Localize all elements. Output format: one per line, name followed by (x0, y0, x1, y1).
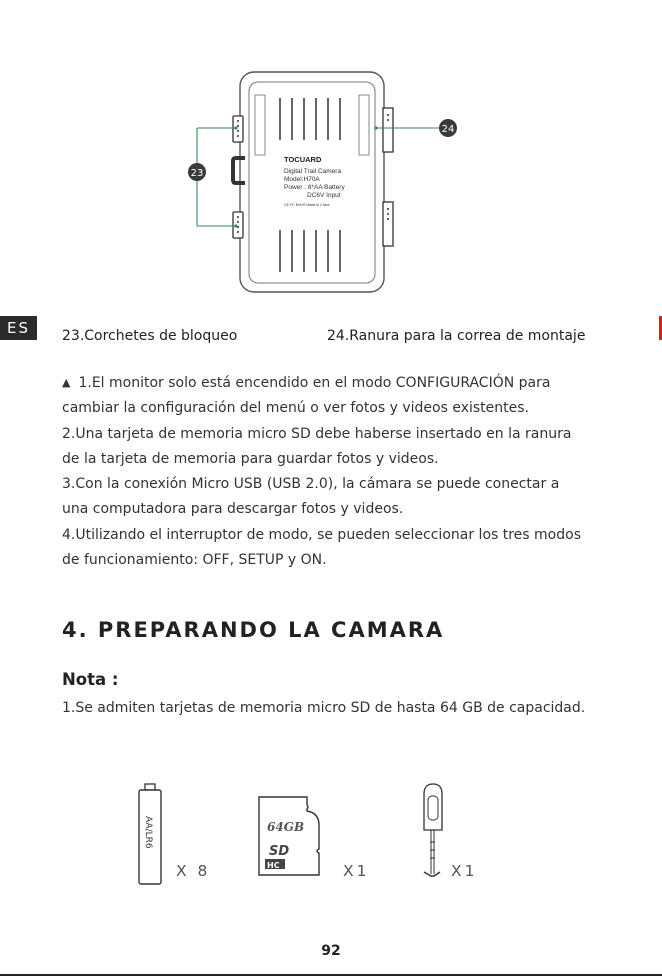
sd-card-capacity: 64GB (267, 820, 305, 834)
sd-card-sub: HC (267, 861, 280, 870)
note-line-4: de la tarjeta de memoria para guardar fotos y videos. (62, 450, 439, 467)
note-line-8: de funcionamiento: OFF, SETUP y ON. (62, 552, 327, 569)
battery-label: AA/LR6 (143, 816, 153, 849)
page-number: 92 (321, 943, 341, 959)
camera-cert-text: CE FC RoHS Made in China (284, 203, 330, 207)
note-text: 1.Se admiten tarjetas de memoria micro SD de hasta 64 GB de capacidad. (62, 700, 586, 716)
battery-illustration (134, 782, 174, 886)
caption-item-24: 24.Ranura para la correa de montaje (327, 328, 586, 344)
callout-23-label: 23 (190, 168, 204, 179)
note-line-7: 4.Utilizando el interruptor de modo, se pueden seleccionar los tres modos (62, 526, 581, 543)
caption-item-23: 23.Corchetes de bloqueo (62, 328, 238, 344)
callout-24-label: 24 (441, 124, 455, 135)
strap-illustration (414, 780, 450, 884)
note-line-2: cambiar la configuración del menú o ver fotos y videos existentes. (62, 400, 529, 417)
note-line-3: 2.Una tarjeta de memoria micro SD debe haberse insertado en la ranura (62, 425, 572, 442)
camera-brand: TOCUARD (284, 155, 322, 164)
language-tab: ES (0, 316, 37, 340)
camera-label-line-4: DC6V Input (307, 192, 341, 199)
battery-quantity: X 8 (176, 862, 211, 880)
warning-triangle-icon: ▲ (62, 376, 71, 389)
note-line-1: ▲ 1.El monitor solo está encendido en el modo CONFIGURACIÓN para (62, 375, 551, 391)
lock-bracket-top (233, 116, 243, 142)
note-title: Nota : (62, 670, 119, 689)
sd-card-illustration (257, 795, 323, 877)
notes-paragraph (62, 371, 622, 573)
sd-card-quantity: X1 (343, 862, 370, 880)
camera-label-line-1: Digital Trail Camera (284, 168, 342, 175)
camera-label-line-3: Power : 8*AA Battery (284, 184, 345, 191)
section-heading: 4. PREPARANDO LA CAMARA (62, 618, 445, 642)
note-line-5: 3.Con la conexión Micro USB (USB 2.0), la cámara se puede conectar a (62, 476, 560, 493)
camera-diagram (180, 70, 480, 300)
bottom-rule (0, 974, 662, 976)
lock-bracket-bottom (233, 212, 243, 238)
strap-quantity: X1 (451, 862, 478, 880)
sd-card-logo: SD (269, 844, 290, 859)
note-line-6: una computadora para descargar fotos y videos. (62, 501, 404, 518)
camera-label-line-2: Model:H70A (284, 176, 320, 183)
